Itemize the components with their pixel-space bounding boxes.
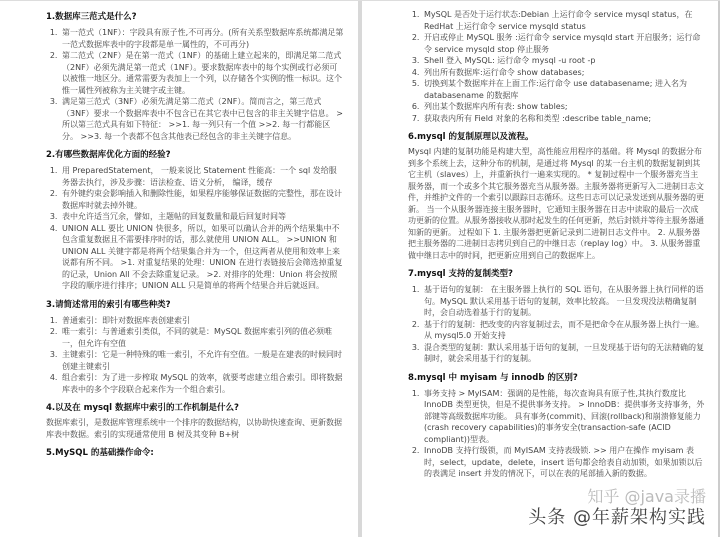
paragraph: 数据库索引，是数据库管理系统中一个排序的数据结构，以协助快速查询、更新数据库表中数据。索引的实现通常使用 B 树及其变种 B+树 bbox=[46, 418, 342, 439]
list-item: 7. 获取表内所有 Field 对象的名称和类型 :describe table_name; bbox=[422, 113, 706, 125]
list-item: 1. 普通索引：即针对数据库表创建索引 bbox=[60, 315, 344, 327]
list-item: 6. 列出某个数据库内所有表: show tables; bbox=[422, 101, 706, 113]
right-page bbox=[362, 1, 720, 537]
list-item: 1. 事务支持 > MyISAM：强调的是性能，每次查询具有原子性,其执行数度比 InnoDB 类型更快，但是不提供事务支持。 > InnoDB：提供事务支持事务，外部键等高级数据库功能。 具有事务(commit)、回滚(rollback)和崩溃修复能力(crash recovery capabilities)的事务安全(transaction-safe (ACID compliant))型表。 bbox=[422, 388, 706, 446]
section-title: 7.mysql 支持的复制类型? bbox=[408, 269, 513, 279]
section-5-list bbox=[408, 9, 706, 124]
section-title: 1.数据库三范式是什么? bbox=[46, 12, 137, 22]
list-item: 4. 组合索引：为了进一步榨取 MySQL 的效率，就要考虑建立组合索引。即将数据库表中的多个字段联合起来作为一个组合索引。 bbox=[60, 372, 344, 395]
section-title: 6.mysql 的复制原理以及流程。 bbox=[408, 132, 534, 142]
list bbox=[46, 315, 344, 396]
list-item: 2. 第二范式（2NF）是在第一范式（1NF）的基础上建立起来的，即满足第二范式（2NF）必须先满足第一范式（1NF）。要求数据库表中的每个实例或行必须可以被惟一地区分。通常需要为表加上一个列，以存储各个实例的惟一标识。这个惟一属性列被称为主关键字或主键。 bbox=[60, 50, 344, 96]
list-item: 4. UNION ALL 要比 UNION 快很多，所以，如果可以确认合并的两个结果集中不包含重复数据且不需要排序时的话，那么就使用 UNION ALL。 >>UNION 和 UNION ALL 关键字都是将两个结果集合并为一个，但这两者从使用和效率上来说都有所不同。 >1. 对重复结果的处理：UNION 在进行表链接后会筛选掉重复的记录，Union All 不会去除重复记录。 >2. 对排序的处理：Union 将会按照字段的顺序进行排序；UNION ALL 只是简单的将两个结果合并后就返回。 bbox=[60, 223, 344, 292]
section-1 bbox=[46, 11, 344, 142]
list-item: 1. MySQL 是否处于运行状态:Debian 上运行命令 service mysql status，在 RedHat 上运行命令 service mysqld status bbox=[422, 9, 706, 32]
section-8 bbox=[408, 372, 706, 480]
toutiao-watermark: 头条 @年薪架构实践 bbox=[528, 506, 706, 528]
section-5-title bbox=[46, 447, 344, 459]
section-title: 5.MySQL 的基础操作命令: bbox=[46, 448, 154, 458]
paragraph: Mysql 内建的复制功能是构建大型，高性能应用程序的基础。将 Mysql 的数据分布到多个系统上去，这种分布的机制，是通过将 Mysql 的某一台主机的数据复制到其它主机（slaves）上，并重新执行一遍来实现的。 * 复制过程中一个服务器充当主服务器，而一个或多个其它服务器充当从服务器。主服务器将更新写入二进制日志文件，并维护文件的一个索引以跟踪日志循环。这些日志可以记录发送到从服务器的更新。 当一个从服务器连接主服务器时，它通知主服务器在日志中读取的最后一次成功更新的位置。从服务器接收从那时起发生的任何更新，然后封锁并等待主服务器通知新的更新。 过程如下 1. 主服务器把更新记录到二进制日志文件中。 2. 从服务器把主服务器的二进制日志拷贝到自己的中继日志（replay log）中。 3. 从服务器重做中继日志中的时间，把更新应用到自己的数据库上。 bbox=[408, 147, 704, 260]
list-item: 3. Shell 登入 MySQL: 运行命令 mysql -u root -p bbox=[422, 55, 706, 67]
list-item: 2. 基于行的复制：把改变的内容复制过去，而不是把命令在从服务器上执行一遍。从 mysql5.0 开始支持 bbox=[422, 319, 706, 342]
section-6 bbox=[408, 131, 706, 261]
list-item: 4. 列出所有数据库:运行命令 show databases; bbox=[422, 67, 706, 79]
list bbox=[408, 284, 706, 365]
section-title: 3.请简述常用的索引有哪些种类? bbox=[46, 299, 171, 310]
section-3 bbox=[46, 299, 344, 396]
section-2 bbox=[46, 149, 344, 292]
list-item: 1. 用 PreparedStatement， 一般来说比 Statement 性能高：一个 sql 发给服务器去执行，涉及步骤：语法检查、语义分析， 编译，缓存 bbox=[60, 165, 344, 188]
watermarks bbox=[408, 487, 706, 529]
section-title: 2.有哪些数据库优化方面的经验? bbox=[46, 150, 171, 160]
list-item: 2. 唯一索引：与普通索引类似，不同的就是：MySQL 数据库索引列的值必须唯一，但允许有空值 bbox=[60, 326, 344, 349]
list-item: 1. 第一范式（1NF）：字段具有原子性,不可再分。(所有关系型数据库系统都满足第一范式数据库表中的字段都是单一属性的，不可再分) bbox=[60, 27, 344, 50]
list bbox=[408, 9, 706, 124]
section-title: 4.以及在 mysql 数据库中索引的工作机制是什么? bbox=[46, 403, 239, 413]
list-item: 3. 主键索引：它是一种特殊的唯一索引，不允许有空值。一般是在建表的时候同时创建主键索引 bbox=[60, 349, 344, 372]
list-item: 3. 表中允许适当冗余，譬如，主题帖的回复数量和最后回复时间等 bbox=[60, 211, 344, 223]
list-item: 3. 满足第三范式（3NF）必须先满足第二范式（2NF）。简而言之，第三范式（3NF）要求一个数据库表中不包含已在其它表中已包含的非主关键字信息。 >所以第三范式具有如下特征： >>1. 每一列只有一个值 >>2. 每一行都能区分。 >>3. 每一个表都不包含其他表已经包含的非主关键字信息。 bbox=[60, 96, 344, 142]
list-item: 2. 有外键约束会影响插入和删除性能，如果程序能够保证数据的完整性，那在设计数据库时就去掉外键。 bbox=[60, 188, 344, 211]
list bbox=[408, 388, 706, 480]
left-page bbox=[0, 1, 358, 537]
section-4 bbox=[46, 402, 344, 440]
list-item: 3. 混合类型的复制：默认采用基于语句的复制，一旦发现基于语句的无法精确的复制时，就会采用基于行的复制。 bbox=[422, 342, 706, 365]
zhihu-watermark: 知乎 @java录播 bbox=[587, 486, 706, 506]
list-item: 2. InnoDB 支持行级锁，而 MyISAM 支持表级锁. >> 用户在操作 myisam 表时，select，update，delete，insert 语句都会给表自动加锁，如果加锁以后的表满足 insert 并发的情况下，可以在表的尾部插入新的数据。 bbox=[422, 445, 706, 480]
section-title: 8.mysql 中 myisam 与 innodb 的区别? bbox=[408, 372, 578, 383]
list-item: 1. 基于语句的复制： 在主服务器上执行的 SQL 语句，在从服务器上执行同样的语句。MySQL 默认采用基于语句的复制，效率比较高。 一旦发现没法精确复制时，会自动选着基于行的复制。 bbox=[422, 284, 706, 319]
list bbox=[46, 27, 344, 142]
list-item: 2. 开启或停止 MySQL 服务 :运行命令 service mysqld start 开启服务；运行命令 service mysqld stop 停止服务 bbox=[422, 32, 706, 55]
section-7 bbox=[408, 268, 706, 365]
list bbox=[46, 165, 344, 292]
list-item: 5. 切换到某个数据库并在上面工作:运行命令 use databasename; 进入名为 databasename 的数据库 bbox=[422, 78, 706, 101]
